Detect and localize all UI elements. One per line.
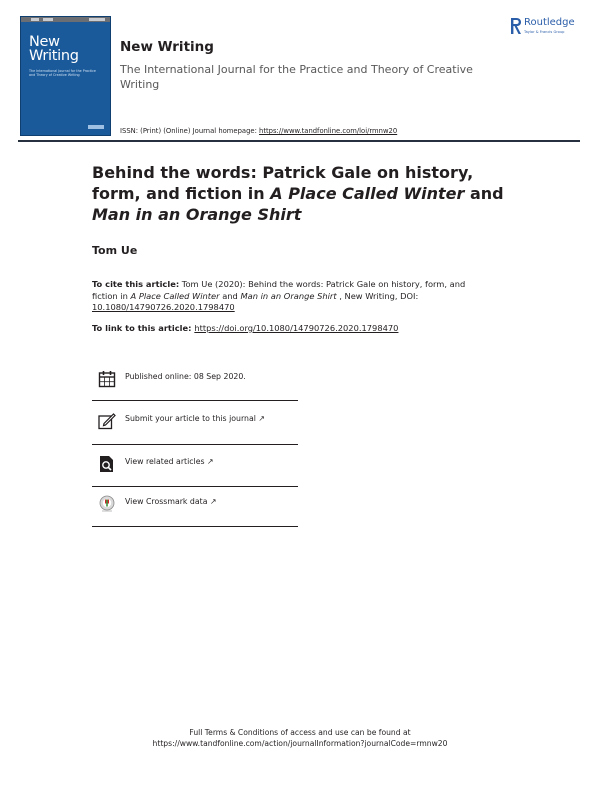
publisher-name: Routledge bbox=[524, 17, 575, 28]
journal-cover-image bbox=[20, 16, 111, 136]
publisher-tagline: Taylor & Francis Group bbox=[524, 30, 565, 34]
related-articles-link[interactable]: View related articles ↗ bbox=[125, 457, 214, 466]
row-divider bbox=[92, 400, 298, 401]
issn-line bbox=[120, 127, 397, 135]
crossmark-arrow-icon: ↗ bbox=[209, 497, 217, 506]
published-online-row bbox=[92, 362, 298, 400]
related-articles-row[interactable] bbox=[92, 447, 298, 485]
citation-label: To cite this article: bbox=[92, 279, 180, 289]
cover-subtitle: The International Journal for the Practice and Theory of Creative Writing bbox=[29, 69, 96, 77]
external-link-icon: ↗ bbox=[207, 457, 214, 466]
journal-subtitle: The International Journal for the Practice and Theory of Creative Writing bbox=[120, 63, 473, 91]
article-link-line bbox=[92, 323, 398, 333]
article-title: Behind the words: Patrick Gale on history, form, and fiction in A Place Called Winter and Man in an Orange Shirt bbox=[92, 163, 504, 224]
article-link-label: To link to this article: bbox=[92, 323, 195, 333]
row-divider bbox=[92, 526, 298, 527]
crossmark-link[interactable]: View Crossmark data ↗ bbox=[125, 497, 217, 506]
cover-title: New Writing bbox=[29, 34, 79, 64]
calendar-icon bbox=[98, 370, 116, 388]
header-divider bbox=[18, 140, 580, 142]
issn-prefix: ISSN: (Print) (Online) Journal homepage: bbox=[120, 127, 260, 135]
article-doi-url-link[interactable]: https://doi.org/10.1080/14790726.2020.1798470 bbox=[194, 323, 399, 333]
doi-link[interactable]: 10.1080/14790726.2020.1798470 bbox=[92, 302, 235, 312]
terms-footer bbox=[0, 727, 600, 749]
submit-article-link[interactable]: Submit your article to this journal ↗ bbox=[125, 414, 265, 423]
footer-line1: Full Terms & Conditions of access and use can be found at bbox=[189, 728, 411, 737]
cover-publisher-mark bbox=[88, 125, 104, 129]
row-divider bbox=[92, 444, 298, 445]
cover-top-bar bbox=[21, 17, 110, 22]
crossmark-row[interactable] bbox=[92, 487, 298, 525]
published-online-text: Published online: 08 Sep 2020. bbox=[125, 372, 246, 381]
journal-homepage-link[interactable]: https://www.tandfonline.com/loi/rmnw20 bbox=[259, 127, 398, 135]
publisher-logo bbox=[510, 16, 590, 38]
external-link-icon: ↗ bbox=[258, 414, 265, 423]
routledge-r-icon bbox=[510, 17, 522, 35]
submit-article-row[interactable] bbox=[92, 404, 298, 442]
article-author: Tom Ue bbox=[92, 244, 138, 257]
journal-title: New Writing bbox=[120, 39, 214, 55]
crossmark-icon bbox=[98, 495, 116, 513]
footer-terms-link[interactable]: https://www.tandfonline.com/action/journalInformation?journalCode=rmnw20 bbox=[152, 739, 448, 748]
edit-icon bbox=[98, 412, 116, 430]
search-document-icon bbox=[98, 455, 116, 473]
citation-block: To cite this article: Tom Ue (2020): Behind the words: Patrick Gale on history, form, and fiction in A Place Called Winter and Man in an Orange Shirt , New Writing, DOI: 10.1080/14790726.2020.1798470 bbox=[92, 279, 466, 312]
